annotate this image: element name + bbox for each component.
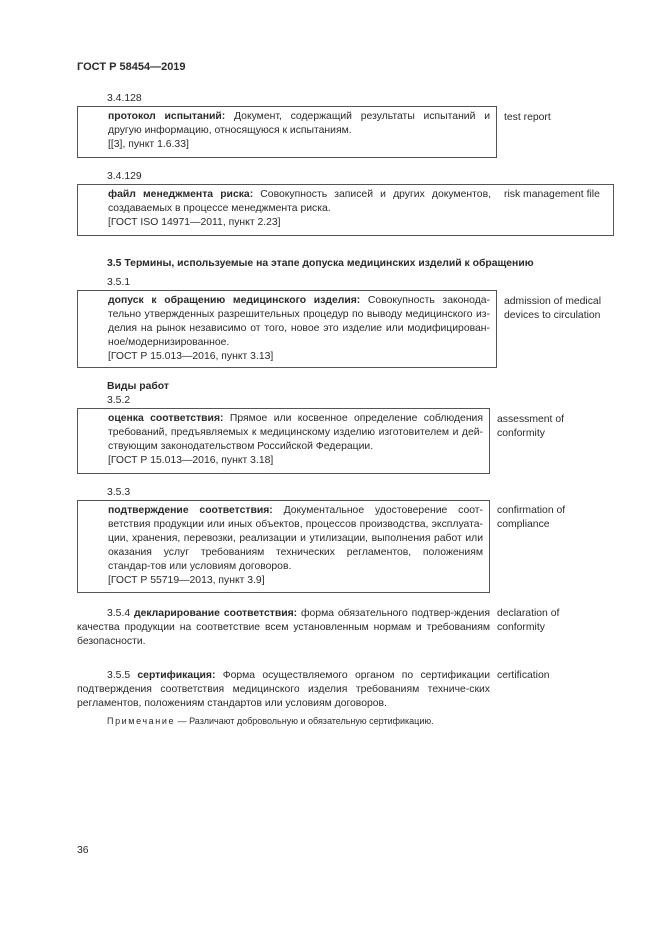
term-definition: Форма осуществляемого органом по сертификации подтверждения соответствия медицинского изделия требованиям техниче-ских регламентов, положениям стандартов или условиям договоров. <box>77 670 491 709</box>
term-name: декларирование соответствия: <box>133 608 298 619</box>
term-definition: Совокупность записей и других документов, создаваемых в процессе менеджмента риска. <box>108 189 491 214</box>
term-number: 3.5.3 <box>107 487 131 498</box>
term-number: 3.4.129 <box>107 171 142 182</box>
term-english: assessment of conformity <box>497 414 564 439</box>
term-english: certification <box>497 670 550 681</box>
term-box <box>77 500 490 593</box>
term-reference: [ГОСТ Р 15.013—2016, пункт 3.18] <box>108 455 274 466</box>
term-reference: [ГОСТ Р 15.013—2016, пункт 3.13] <box>108 351 274 362</box>
subheading: Виды работ <box>107 381 169 392</box>
term-number: 3.5.2 <box>107 395 131 406</box>
term-box <box>77 106 497 158</box>
term-reference: [ГОСТ Р 55719—2013, пункт 3.9] <box>108 575 265 586</box>
term-name: сертификация: <box>137 670 216 681</box>
term-name: допуск к обращению медицинского изделия: <box>108 295 361 306</box>
term-name: оценка соответствия: <box>108 413 224 424</box>
note-text: — Различают добровольную и обязательную сертификацию. <box>175 716 434 726</box>
note <box>107 714 434 728</box>
term-name: файл менеджмента риска: <box>108 189 254 200</box>
plain-term <box>77 669 490 711</box>
term-definition: Прямое или косвенное определение соблюдения требований, предъявляемых к медицинскому изделию изготовителем и дей-ствующим законодательством Российской Федерации. <box>108 413 483 452</box>
term-english: admission of medical devices to circulation <box>504 296 602 321</box>
term-reference: [ГОСТ ISO 14971—2011, пункт 2.23] <box>108 217 281 228</box>
term-english: risk management file <box>504 189 600 200</box>
plain-term <box>77 607 490 649</box>
term-definition: Документальное удостоверение соот-ветствия продукции или иных объектов, процессов производства, эксплуата-ции, хранения, перевозки, реализации и утилизации, выполнения работ или оказания услуг требованиям технических регламентов, положениям стандар-тов или условиям договоров. <box>108 505 484 572</box>
term-name: подтверждение соответствия: <box>108 505 273 516</box>
term-box <box>77 408 490 474</box>
term-definition: форма обязательного подтвер-ждения качества продукции на соответствие всем установленным нормам и требованиям безопасности. <box>77 608 490 647</box>
document-header: ГОСТ Р 58454—2019 <box>77 61 186 73</box>
term-number: 3.5.1 <box>107 277 131 288</box>
term-english: test report <box>504 112 551 123</box>
term-reference: [[3], пункт 1.6.33] <box>108 139 189 150</box>
note-label: Примечание <box>107 716 176 726</box>
term-english: declaration of conformity <box>497 608 560 633</box>
term-name: протокол испытаний: <box>108 111 226 122</box>
term-definition: Совокупность законода-тельно утвержденных разрешительных процедур по выводу медицинского из-делия на рынок независимо от того, новое это изделие или модифицирован-ное/модернизированное. <box>108 295 490 348</box>
term-box <box>77 290 497 368</box>
term-number: 3.4.128 <box>107 93 142 104</box>
term-number: 3.5.4 <box>107 608 131 619</box>
term-english: confirmation of compliance <box>497 505 566 530</box>
section-title: 3.5 Термины, используемые на этапе допуска медицинских изделий к обращению <box>107 258 534 269</box>
term-definition: Документ, содержащий результаты испытаний и другую информацию, относящуюся к испытаниям. <box>108 111 490 136</box>
term-number: 3.5.5 <box>107 670 131 681</box>
page-number: 36 <box>77 845 89 856</box>
